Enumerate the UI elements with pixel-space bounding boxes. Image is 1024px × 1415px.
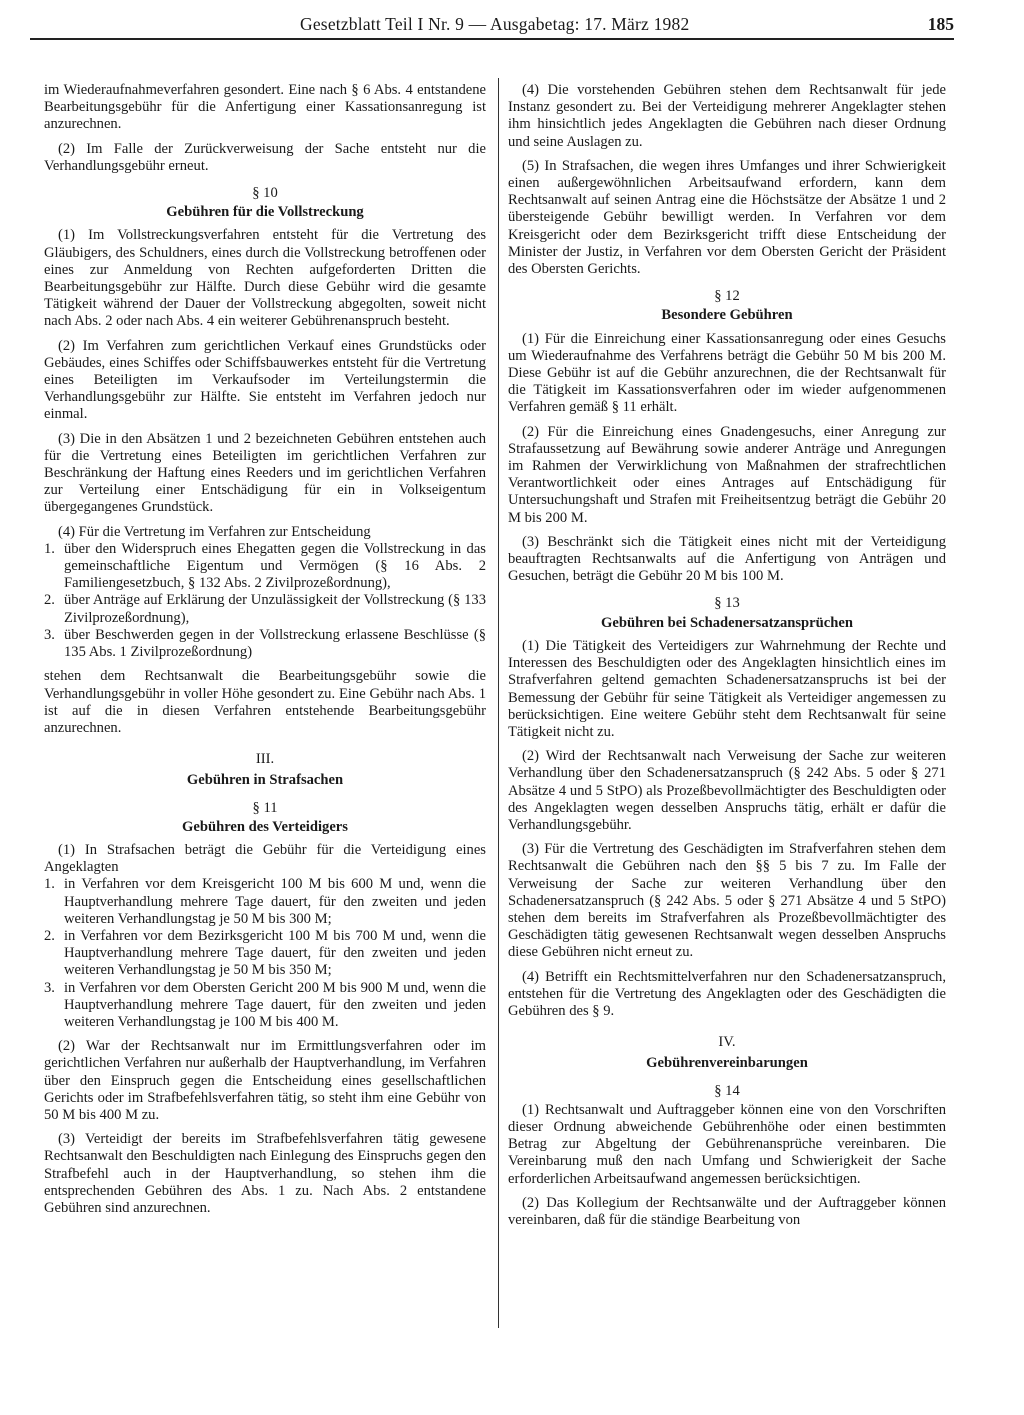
- list-number: 3.: [44, 979, 55, 996]
- section-number: § 14: [714, 1082, 740, 1099]
- paragraph: (4) Für die Vertretung im Verfahren zur Entscheidung: [58, 523, 371, 540]
- paragraph: (2) Wird der Rechtsanwalt nach Verweisung der Sache zur weiteren Verhandlung über den Schadenersatzanspruch (§ 242 Abs. 5 oder § 271 Absätze 4 und 5 StPO) als Prozeßbevollmächtigter des Beschuldigten oder des Angeklagten wegen desselben Anspruchs tätig, erhält er dafür die Verhandlungsgebühr.: [508, 748, 946, 833]
- paragraph: (3) Verteidigt der bereits im Strafbefehlsverfahren tätig gewesene Rechtsanwalt den Beschuldigten nach Einlegung des Einspruchs gegen den Strafbefehl auch in der Hauptverhandlung, so stehen ihm die entsprechenden Gebühren des Abs. 1 zu. Nach Abs. 2 entstandene Gebühren sind anzurechnen.: [44, 1131, 486, 1216]
- part-number: IV.: [718, 1034, 736, 1051]
- column-divider: [498, 78, 499, 1328]
- list-text: über den Widerspruch eines Ehegatten gegen die Vollstreckung in das gemeinschaftliche Eigentum und Vermögen (§ 16 Abs. 2 Familiengesetzbuch, § 132 Abs. 2 Zivilprozeßordnung),: [64, 540, 486, 592]
- paragraph: (2) War der Rechtsanwalt nur im Ermittlungsverfahren oder im gerichtlichen Verfahren nur außerhalb der Hauptverhandlung, im Verfahren über den Einspruch gegen die Entscheidung eines gesellschaftlichen Gerichts oder im Strafbefehlsverfahren tätig, so steht ihm eine Gebühr von 50 M bis 400 M zu.: [44, 1038, 486, 1123]
- right-column: [508, 82, 946, 1236]
- paragraph: (5) In Strafsachen, die wegen ihres Umfanges und ihrer Schwierigkeit einen außergewöhnlichen Arbeitsaufwand erfordern, kann dem Rechtsanwalt auf seinen Antrag eine die Höchstsätze der Absätze 1 und 2 übersteigende Gebühr bewilligt werden. In Verfahren vor dem Kreisgericht oder dem Bezirksgericht trifft diese Entscheidung der Minister der Justiz, in Verfahren vor dem Obersten Gericht der Präsident des Obersten Gerichts.: [508, 157, 946, 278]
- list-text: über Anträge auf Erklärung der Unzulässigkeit der Vollstreckung (§ 133 Zivilprozeßordnung),: [64, 592, 486, 626]
- list-number: 1.: [44, 540, 55, 557]
- list-text: in Verfahren vor dem Obersten Gericht 200 M bis 900 M und, wenn die Hauptverhandlung mehrere Tage dauert, für den zweiten und jeden weiteren Verhandlungstag je 100 M bis 400 M.: [64, 979, 486, 1030]
- paragraph: (2) Im Falle der Zurückverweisung der Sache entsteht nur die Verhandlungsgebühr erneut.: [44, 140, 486, 174]
- part-number: III.: [255, 751, 275, 768]
- list-item: [44, 928, 486, 980]
- section-number: § 12: [714, 288, 740, 305]
- list-number: 1.: [44, 876, 55, 893]
- section-number: § 10: [252, 185, 278, 202]
- list-item: [44, 627, 486, 661]
- paragraph: (4) Die vorstehenden Gebühren stehen dem Rechtsanwalt für jede Instanz gesondert zu. Bei der Verteidigung mehrerer Angeklagter stehen ihm hinsichtlich jedes Angeklagten die Gebühren nach dieser Ordnung und seine Auslagen zu.: [508, 82, 946, 150]
- paragraph: (2) Das Kollegium der Rechtsanwälte und der Auftraggeber können vereinbaren, daß für die ständige Bearbeitung von: [508, 1194, 946, 1228]
- list-item: [44, 876, 486, 928]
- section-number: § 13: [714, 595, 740, 612]
- numbered-list: [44, 541, 486, 661]
- page-number: 185: [927, 14, 954, 34]
- part-heading: Gebühren in Strafsachen: [186, 772, 344, 789]
- list-number: 3.: [44, 626, 55, 643]
- paragraph: (3) Die in den Absätzen 1 und 2 bezeichneten Gebühren entstehen auch für die Vertretung eines Beteiligten im gerichtlichen Verfahren zur Beschränkung der Haftung eines Reeders und im gerichtlichen Verfahren zur Verteilung einer Entschädigung für ein in Volkseigentum übergegangenes Grundstück.: [44, 430, 486, 516]
- gazette-title: Gesetzblatt Teil I Nr. 9 — Ausgabetag: 17. März 1982: [300, 14, 690, 34]
- numbered-list: [44, 876, 486, 1031]
- list-number: 2.: [44, 927, 55, 944]
- paragraph: (1) Im Vollstreckungsverfahren entsteht für die Vertretung des Gläubigers, des Schuldners, eines durch die Vollstreckung betroffenen oder eines zur Anmeldung von Rechten aufgeforderten Dritten die Bearbeitungsgebühr zur Hälfte. Durch diese Gebühr wird die gesamte Tätigkeit während der Dauer der Vollstreckung abgegolten, soweit nicht nach Abs. 2 oder nach Abs. 4 ein weiterer Gebührenanspruch besteht.: [44, 227, 486, 330]
- list-number: 2.: [44, 592, 55, 609]
- paragraph: (1) Die Tätigkeit des Verteidigers zur Wahrnehmung der Rechte und Interessen des Beschuldigten oder des Angeklagten hinsichtlich eines im Strafverfahren geltend gemachten Schadenersatzanspruchs ist bei der Bemessung der Gebühr für seine Tätigkeit als Verteidiger angemessen zu berücksichtigen. Eine weitere Gebühr steht dem Rechtsanwalt für seine Tätigkeit nicht zu.: [508, 637, 946, 740]
- part-heading: Gebührenvereinbarungen: [646, 1055, 808, 1072]
- paragraph: (1) Rechtsanwalt und Auftraggeber können eine von den Vorschriften dieser Ordnung abweichende Gebührenhöhe oder einen bestimmten Betrag zur Abgeltung der Gebührenansprüche vereinbaren. Die Vereinbarung muß den nach Umfang und Schwierigkeit der Sache erforderlichen Arbeitsaufwand angemessen berücksichtigen.: [508, 1101, 946, 1187]
- list-text: über Beschwerden gegen in der Vollstreckung erlassene Beschlüsse (§ 135 Abs. 1 Zivilprozeßordnung): [64, 626, 486, 661]
- section-heading: Gebühren für die Vollstreckung: [166, 204, 364, 221]
- paragraph: (3) Für die Vertretung des Geschädigten im Strafverfahren stehen dem Rechtsanwalt die Gebühren nach den §§ 5 bis 7 zu. Im Falle der Verweisung der Sache zur weiteren Verhandlung über den Schadenersatzanspruch (§ 242 Abs. 5 oder § 271 Absätze 4 und 5 StPO) stehen dem bereits im Strafverfahren als Prozeßbevollmächtigter des Geschädigten tätig gewesenen Rechtsanwalt wegen desselben Anspruchs diese Gebühren nicht erneut zu.: [508, 841, 946, 961]
- paragraph: (3) Beschränkt sich die Tätigkeit eines nicht mit der Verteidigung beauftragten Rechtsanwalts auf die Anfertigung von Anträgen und Gesuchen, beträgt die Gebühr 20 M bis 100 M.: [508, 533, 946, 585]
- list-item: [44, 980, 486, 1032]
- section-heading: Besondere Gebühren: [661, 307, 793, 324]
- list-text: in Verfahren vor dem Kreisgericht 100 M bis 600 M und, wenn die Hauptverhandlung mehrere Tage dauert, für den zweiten und jeden weiteren Verhandlungstag je 50 M bis 300 M;: [64, 876, 486, 927]
- paragraph: im Wiederaufnahmeverfahren gesondert. Eine nach § 6 Abs. 4 entstandene Bearbeitungsgebühr für die Anfertigung einer Kassationsanregung ist anzurechnen.: [44, 82, 486, 133]
- list-text: in Verfahren vor dem Bezirksgericht 100 M bis 700 M und, wenn die Hauptverhandlung mehrere Tage dauert, für den zweiten und jeden weiteren Verhandlungstag je 50 M bis 350 M;: [64, 927, 486, 979]
- section-heading: Gebühren des Verteidigers: [182, 818, 348, 835]
- paragraph: (1) Für die Einreichung einer Kassationsanregung oder eines Gesuchs um Wiederaufnahme des Verfahrens beträgt die Gebühr 50 M bis 200 M. Diese Gebühr ist auf die Gebühr anzurechnen, die der Rechtsanwalt für die Tätigkeit im Kassationsverfahren oder im wieder aufgenommenen Verfahren gemäß § 11 erhält.: [508, 330, 946, 416]
- paragraph: (2) Im Verfahren zum gerichtlichen Verkauf eines Grundstücks oder Gebäudes, eines Schiffes oder Schiffsbauwerkes entsteht für die Vertretung eines Beteiligten im Verkaufsoder im Verteilungstermin die Verhandlungsgebühr zur Hälfte. Sie entsteht im Verfahren jedoch nur einmal.: [44, 337, 486, 423]
- list-item: [44, 541, 486, 593]
- section-number: § 11: [252, 799, 278, 816]
- list-item: [44, 592, 486, 626]
- paragraph: stehen dem Rechtsanwalt die Bearbeitungsgebühr sowie die Verhandlungsgebühr in voller Höhe gesondert zu. Eine Gebühr nach Abs. 1 ist auf die in diesen Verfahren entstehende Bearbeitungsgebühr anzurechnen.: [44, 668, 486, 736]
- page-header: [30, 14, 954, 44]
- paragraph: (1) In Strafsachen beträgt die Gebühr für die Verteidigung eines Angeklagten: [44, 841, 486, 876]
- section-heading: Gebühren bei Schadenersatzansprüchen: [601, 614, 853, 631]
- left-column: [44, 82, 486, 1224]
- header-rule: [30, 38, 954, 40]
- paragraph: (2) Für die Einreichung eines Gnadengesuchs, einer Anregung zur Strafaussetzung auf Bewährung sowie anderer Anträge und Anregungen im Rahmen der Verwirklichung von Maßnahmen der strafrechtlichen Verantwortlichkeit oder eines Antrages auf Entschädigung für Untersuchungshaft und Strafen mit Freiheitsentzug beträgt die Gebühr 20 M bis 200 M.: [508, 423, 946, 526]
- paragraph: (4) Betrifft ein Rechtsmittelverfahren nur den Schadenersatzanspruch, entstehen für die Vertretung des Angeklagten oder des Geschädigten die Gebühren des § 9.: [508, 968, 946, 1019]
